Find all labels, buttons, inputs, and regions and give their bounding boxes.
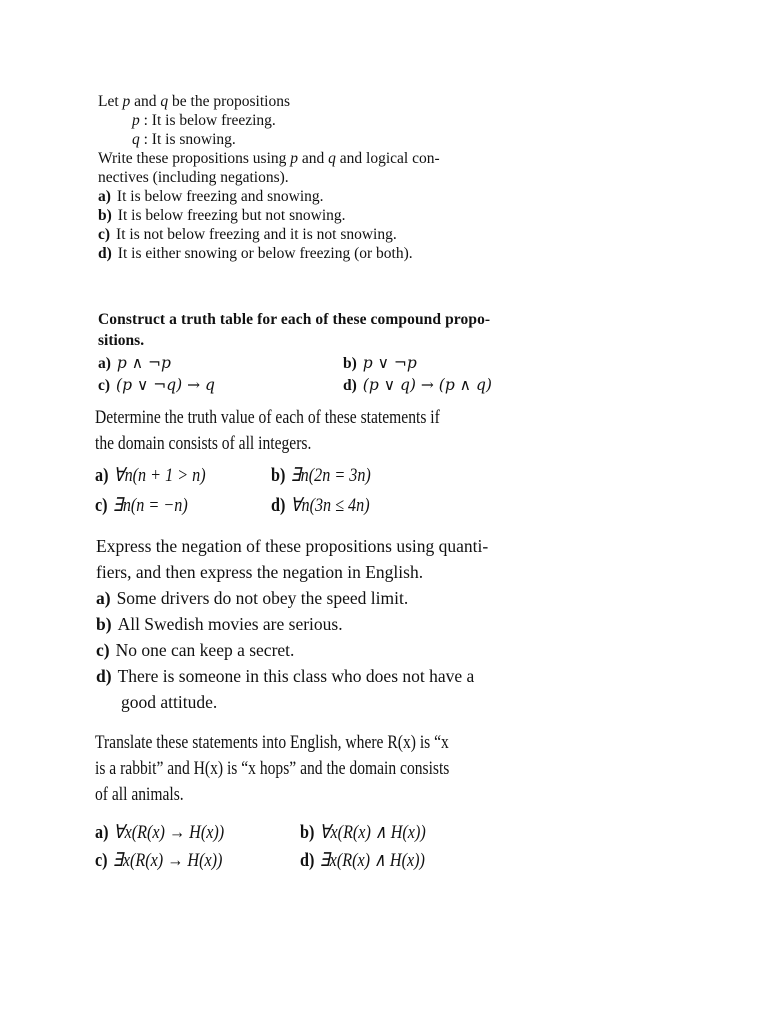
instruction-line-1	[98, 149, 738, 168]
item-expr: (p ∨ ¬q) → q	[116, 376, 215, 394]
item-d	[271, 493, 387, 519]
def-p-text: : It is below freezing.	[139, 112, 276, 129]
section-negations	[96, 533, 746, 715]
instruction-line-3	[95, 782, 755, 808]
list-item	[96, 611, 746, 637]
instruction-line-1: Express the negation of these propositions using quanti-	[96, 536, 489, 556]
item-a	[98, 353, 171, 374]
item-label: d)	[271, 495, 286, 516]
item-expr: p ∧ ¬p	[116, 354, 171, 372]
instr-text: Translate these statements into English, where R(x) is “x	[95, 732, 449, 753]
instr-text-2: and	[298, 150, 329, 167]
item-expr: ∃x(R(x) ∧ H(x))	[319, 850, 425, 871]
item-label: b)	[98, 207, 112, 224]
section-truth-values	[95, 405, 745, 523]
list-item	[98, 187, 738, 206]
instruction-line-1	[95, 730, 755, 756]
item-c	[95, 493, 204, 519]
item-label: a)	[95, 465, 109, 486]
item-text: All Swedish movies are serious.	[117, 614, 343, 634]
section-truth-tables	[98, 309, 738, 397]
item-d	[300, 848, 447, 874]
list-item	[98, 206, 738, 225]
instruction-line-2: nectives (including negations).	[98, 169, 289, 186]
exercise-list	[96, 585, 746, 715]
item-b	[271, 463, 388, 489]
list-item	[98, 244, 738, 263]
item-text: It is below freezing but not snowing.	[117, 207, 346, 224]
item-expr: (p ∨ q) → (p ∧ q)	[362, 376, 492, 394]
item-label: a)	[95, 822, 109, 843]
row-cd	[98, 375, 738, 397]
instruction-line-1	[95, 405, 745, 431]
exercise-list	[98, 187, 738, 263]
item-label: b)	[343, 355, 357, 372]
item-a	[95, 820, 247, 846]
list-item	[98, 225, 738, 244]
item-b	[343, 353, 417, 374]
item-c	[98, 375, 215, 396]
list-item	[96, 637, 746, 663]
item-expr: p ∨ ¬p	[362, 354, 417, 372]
item-label: a)	[96, 588, 111, 608]
item-label: a)	[98, 355, 111, 372]
instr-var-q: q	[328, 150, 336, 167]
item-text: No one can keep a secret.	[115, 640, 295, 660]
instruction-line-2	[95, 431, 745, 457]
item-text: It is not below freezing and it is not snowing.	[116, 226, 397, 243]
item-label: b)	[300, 822, 315, 843]
list-item	[96, 663, 746, 689]
var-q: q	[160, 93, 169, 110]
item-text: There is someone in this class who does not have a	[117, 666, 475, 686]
list-item	[96, 585, 746, 611]
row-cd	[95, 848, 755, 876]
item-expr: ∃x(R(x) → H(x))	[112, 850, 223, 871]
intro-text-3: be the propositions	[168, 93, 291, 110]
instr-var-p: p	[290, 150, 298, 167]
item-expr: ∃n(n = −n)	[112, 495, 188, 516]
item-label: c)	[98, 226, 111, 243]
row-ab	[98, 353, 738, 375]
item-text: Some drivers do not obey the speed limit.	[116, 588, 409, 608]
var-p: p	[122, 93, 131, 110]
row-ab	[95, 463, 745, 493]
instr-text: of all animals.	[95, 784, 184, 805]
intro-text-2: and	[130, 93, 161, 110]
instr-text-3: and logical con-	[335, 150, 440, 167]
row-ab	[95, 820, 755, 848]
item-expr: ∃n(2n = 3n)	[290, 465, 371, 486]
instr-text: Determine the truth value of each of these statements if	[95, 407, 440, 428]
item-label: b)	[96, 614, 112, 634]
section-propositions	[98, 92, 738, 263]
row-cd	[95, 493, 745, 523]
item-expr: ∀n(n + 1 > n)	[113, 465, 206, 486]
item-label: d)	[300, 850, 315, 871]
def-p	[98, 111, 738, 130]
item-expr: ∀x(R(x) ∧ H(x))	[319, 822, 426, 843]
instruction-line-1: Construct a truth table for each of these compound propo-	[98, 311, 491, 328]
def-q-var: q	[132, 131, 140, 148]
def-q	[98, 130, 738, 149]
def-q-text: : It is snowing.	[139, 131, 236, 148]
item-label: c)	[96, 640, 110, 660]
instr-text: the domain consists of all integers.	[95, 433, 312, 454]
item-expr: ∀n(3n ≤ 4n)	[290, 495, 370, 516]
instruction-line-2: fiers, and then express the negation in English.	[96, 562, 424, 582]
item-c	[95, 848, 245, 874]
instruction-line-2	[95, 756, 755, 782]
item-label: d)	[98, 245, 112, 262]
item-label: c)	[95, 495, 108, 516]
item-d	[343, 375, 492, 396]
item-text: It is below freezing and snowing.	[116, 188, 324, 205]
instr-text-1: Write these propositions using	[98, 150, 291, 167]
instr-text: is a rabbit” and H(x) is “x hops” and the domain consists	[95, 758, 450, 779]
item-label: b)	[271, 465, 286, 486]
item-a	[95, 463, 225, 489]
item-d-continuation: good attitude.	[121, 692, 218, 712]
item-text: It is either snowing or below freezing (or both).	[117, 245, 413, 262]
def-p-var: p	[132, 112, 140, 129]
instruction-line-2: sitions.	[98, 332, 145, 349]
intro-text-1: Let	[98, 93, 123, 110]
item-b	[300, 820, 448, 846]
section-translate	[95, 730, 755, 876]
intro-line	[98, 92, 738, 111]
item-label: c)	[95, 850, 108, 871]
item-label: c)	[98, 377, 111, 394]
item-label: d)	[343, 377, 357, 394]
item-label: d)	[96, 666, 112, 686]
item-expr: ∀x(R(x) → H(x))	[113, 822, 225, 843]
item-label: a)	[98, 188, 111, 205]
